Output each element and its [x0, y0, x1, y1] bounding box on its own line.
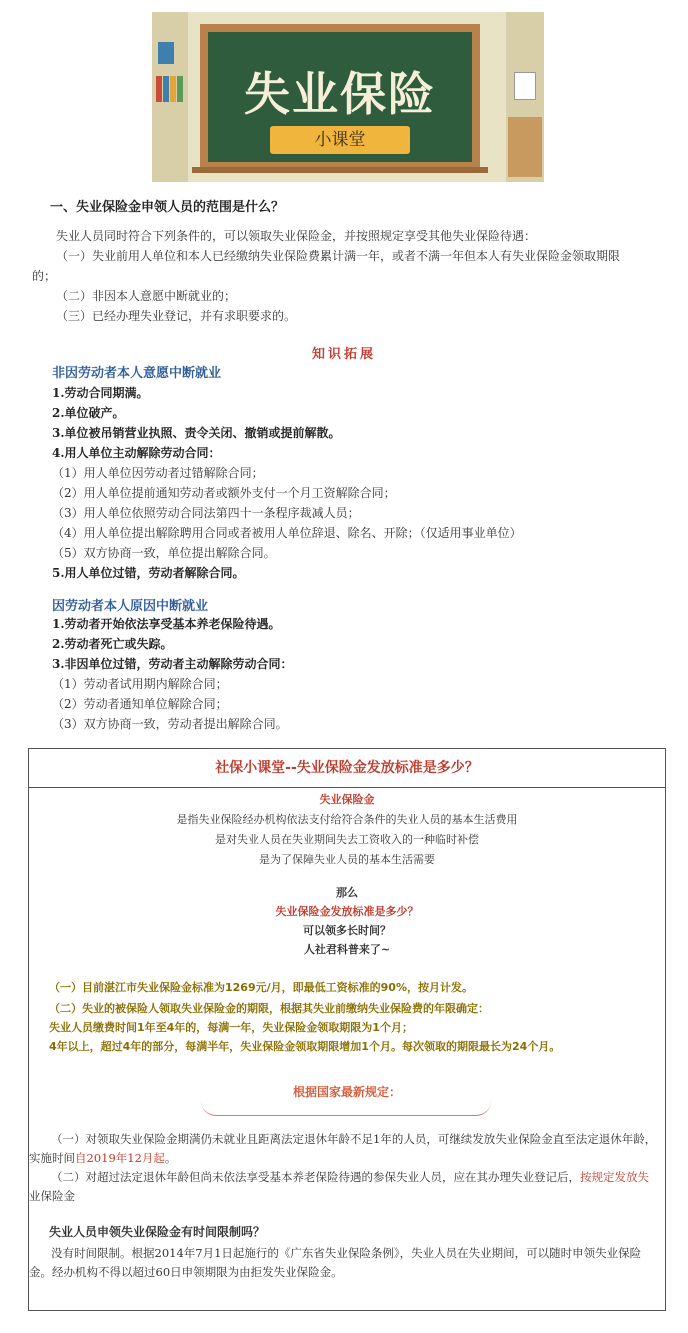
- cabinet-icon: [508, 117, 542, 177]
- time-limit-heading: 失业人员申领失业保险金有时间限制吗？: [49, 1225, 266, 1239]
- book-icon: [156, 76, 162, 102]
- chalkboard-ledge: [192, 167, 488, 173]
- list-item: （2）劳动者通知单位解除合同；: [52, 697, 228, 711]
- bookshelf-right: [506, 12, 544, 182]
- list-item: （1）劳动者试用期内解除合同；: [52, 677, 228, 691]
- rule-2-highlight: 按规定发放失: [580, 1170, 649, 1184]
- rule-2-text: （二）对超过法定退休年龄但尚未依法享受基本养老保险待遇的参保失业人员，应在其办理失业登记后，: [51, 1170, 580, 1184]
- list-item: 2.劳动者死亡或失踪。: [52, 637, 173, 651]
- box-standard-3: 失业人员缴费时间1年至4年的，每满一年，失业保险金领取期限为1个月；: [49, 1021, 413, 1034]
- list-item: 1.劳动合同期满。: [52, 386, 149, 400]
- list-item: 3.单位被吊销营业执照、责令关闭、撤销或提前解散。: [52, 426, 341, 440]
- groupB-heading: 因劳动者本人原因中断就业: [52, 599, 209, 614]
- section1-item1-cont: 的；: [32, 269, 57, 283]
- box-q3: 人社君科普来了~: [303, 943, 391, 956]
- groupA-heading: 非因劳动者本人意愿中断就业: [52, 366, 222, 381]
- book-icon: [163, 76, 169, 102]
- list-item: 1.劳动者开始依法享受基本养老保险待遇。: [52, 617, 281, 631]
- rule-1: （一）对领取失业保险金期满仍未就业且距离法定退休年龄不足1年的人员，可继续发放失业保险金直至法定退休年龄，: [51, 1132, 657, 1146]
- rule-1-cont: [29, 1148, 661, 1168]
- box-term: 失业保险金: [319, 793, 375, 806]
- rule-1-date: 自2019年12月起: [75, 1151, 165, 1165]
- list-item: 2.单位破产。: [52, 406, 125, 420]
- time-limit-answer-1: 没有时间限制。根据2014年7月1日起施行的《广东省失业保险条例》，失业人员在失业期间，可以随时申领失业保险: [51, 1246, 642, 1260]
- knowledge-title: 知识拓展: [311, 347, 376, 362]
- list-item: 4.用人单位主动解除劳动合同：: [52, 446, 221, 460]
- list-item: （1）用人单位因劳动者过错解除合同；: [52, 466, 264, 480]
- banner-subtitle: 小课堂: [270, 126, 410, 154]
- list-item: （3）双方协商一致，劳动者提出解除合同。: [52, 717, 288, 731]
- section1-item3: （三）已经办理失业登记，并有求职要求的。: [56, 309, 297, 323]
- section1-item1: （一）失业前用人单位和本人已经缴纳失业保险费累计满一年，或者不满一年但本人有失业保险金领取期限: [56, 249, 621, 263]
- list-item: （2）用人单位提前通知劳动者或额外支付一个月工资解除合同；: [52, 486, 396, 500]
- rule-title: 根据国家最新规定：: [292, 1085, 401, 1099]
- box-def2: 是对失业人员在失业期间失去工资收入的一种临时补偿: [215, 833, 479, 846]
- groupA-list: [52, 383, 652, 583]
- rule-1-label: 实施时间: [29, 1151, 75, 1165]
- box-header: 社保小课堂--失业保险金发放标准是多少？: [29, 749, 665, 788]
- rule-2: [29, 1167, 661, 1187]
- pencil-cup-icon: [158, 42, 174, 64]
- box-standard-1: （一）目前湛江市失业保险金标准为1269元/月，即最低工资标准的90%，按月计发。: [49, 981, 473, 994]
- info-box: [28, 748, 666, 1311]
- list-item: （3）用人单位依照劳动合同法第四十一条程序裁减人员；: [52, 506, 360, 520]
- section1-item2: （二）非因本人意愿中断就业的；: [56, 289, 237, 303]
- box-q0: 那么: [336, 886, 358, 899]
- section1-intro: 失业人员同时符合下列条件的，可以领取失业保险金，并按照规定享受其他失业保险待遇：: [56, 229, 537, 243]
- list-item: 3.非因单位过错，劳动者主动解除劳动合同：: [52, 657, 293, 671]
- box-q2: 可以领多长时间？: [303, 924, 391, 937]
- book-icon: [177, 76, 183, 102]
- box-standard-4: 4年以上，超过4年的部分，每满半年，失业保险金领取期限增加1个月。每次领取的期限最长为24个月。: [49, 1040, 561, 1053]
- section1-heading: 一、失业保险金申领人员的范围是什么？: [50, 200, 285, 215]
- box-q1: 失业保险金发放标准是多少？: [275, 905, 419, 918]
- chalkboard: [200, 24, 480, 170]
- time-limit-answer-2: 金。经办机构不得以超过60日申领期限为由拒发失业保险金。: [29, 1265, 343, 1279]
- book-icon: [170, 76, 176, 102]
- banner-title: 失业保险: [244, 67, 436, 121]
- box-standard-2: （二）失业的被保险人领取失业保险金的期限，根据其失业前缴纳失业保险费的年限确定：: [49, 1002, 489, 1015]
- section1-body: [32, 226, 662, 326]
- rule-2-cont: 业保险金: [29, 1189, 75, 1203]
- box-def3: 是为了保障失业人员的基本生活需要: [259, 853, 435, 866]
- bookshelf-left: [152, 12, 188, 182]
- banner-image: [152, 12, 544, 182]
- rule-divider: [201, 1101, 491, 1116]
- list-item: （5）双方协商一致，单位提出解除合同。: [52, 546, 276, 560]
- list-item: 5.用人单位过错，劳动者解除合同。: [52, 566, 245, 580]
- box-def1: 是指失业保险经办机构依法支付给符合条件的失业人员的基本生活费用: [176, 813, 518, 826]
- list-item: （4）用人单位提出解除聘用合同或者被用人单位辞退、除名、开除；（仅适用事业单位）: [52, 526, 522, 540]
- rule-1-end: 。: [164, 1151, 177, 1165]
- groupB-list: [52, 614, 652, 734]
- paper-icon: [514, 72, 536, 100]
